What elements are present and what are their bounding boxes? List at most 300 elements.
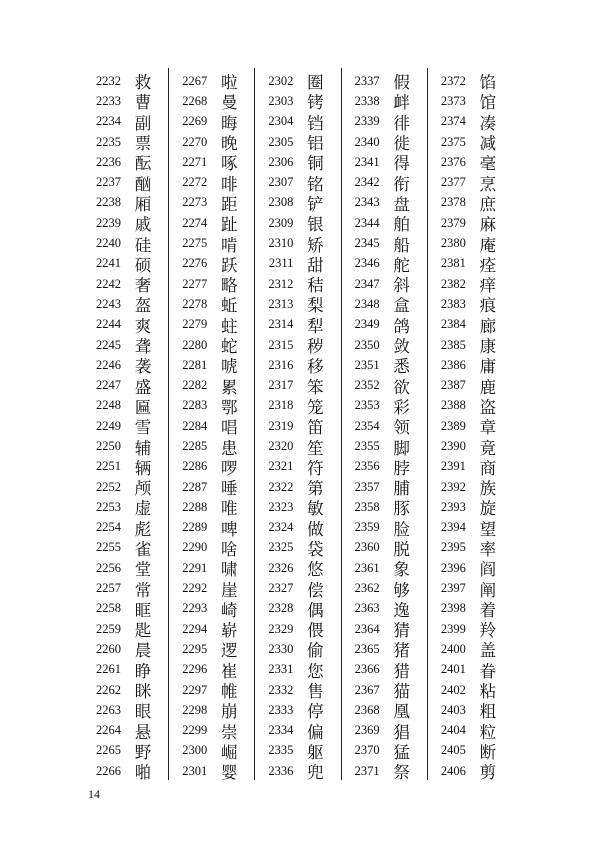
entry-character: 族 [479,479,497,499]
entry-number: 2374 [440,114,466,129]
entry-character: 得 [393,154,410,174]
table-row [255,558,340,578]
entry-number: 2338 [354,93,380,108]
entry-character: 庸 [479,357,497,377]
entry-number: 2324 [268,520,294,535]
entry-number: 2335 [268,743,294,758]
entry-number: 2314 [268,317,294,332]
table-row [255,213,340,233]
table-row [342,619,427,639]
entry-character: 蛇 [220,337,238,357]
table-column [83,68,169,783]
entry-character: 笙 [307,438,324,458]
entry-number: 2393 [440,499,466,514]
entry-character: 崖 [220,580,238,600]
table-row [428,91,513,111]
entry-number: 2334 [268,723,294,738]
entry-number: 2360 [354,540,380,555]
table-row [83,538,168,558]
table-row [255,71,340,91]
entry-number: 2235 [96,134,121,149]
table-row [255,335,340,355]
entry-number: 2232 [96,73,121,88]
table-row [342,741,427,761]
entry-number: 2294 [182,621,208,636]
entry-number: 2252 [96,479,121,494]
entry-number: 2300 [182,743,208,758]
entry-number: 2295 [182,641,208,656]
entry-character: 悉 [393,357,410,377]
table-row [169,578,254,598]
entry-number: 2351 [354,357,380,372]
table-row [169,477,254,497]
entry-number: 2286 [182,459,208,474]
entry-character: 着 [479,600,497,620]
entry-character: 躯 [307,742,324,762]
entry-number: 2249 [96,418,121,433]
entry-character: 婴 [220,763,238,783]
table-row [169,518,254,538]
entry-character: 脯 [393,479,410,499]
table-row [83,680,168,700]
entry-number: 2256 [96,560,121,575]
table-row [169,741,254,761]
entry-character: 旋 [479,499,497,519]
entry-character: 眶 [134,600,152,620]
entry-character: 斜 [393,276,410,296]
entry-number: 2313 [268,296,294,311]
table-row [255,436,340,456]
table-row [255,112,340,132]
table-row [342,132,427,152]
entry-number: 2361 [354,560,380,575]
table-row [255,700,340,720]
table-row [83,274,168,294]
entry-number: 2329 [268,621,294,636]
entry-character: 痒 [479,276,497,296]
entry-number: 2278 [182,296,208,311]
table-row [169,660,254,680]
table-row [83,172,168,192]
entry-character: 唯 [220,499,238,519]
entry-character: 悬 [134,722,152,742]
table-row [255,497,340,517]
entry-character: 曹 [134,93,152,113]
entry-character: 晦 [220,113,238,133]
entry-character: 银 [307,215,324,235]
table-row [428,254,513,274]
entry-number: 2392 [440,479,466,494]
entry-character: 馅 [479,73,497,93]
entry-character: 徙 [393,134,410,154]
entry-character: 铐 [307,93,324,113]
entry-character: 崎 [220,600,238,620]
entry-character: 厢 [134,194,152,214]
entry-character: 甜 [307,255,324,275]
entry-character: 逻 [220,641,238,661]
entry-character: 脚 [393,438,410,458]
entry-character: 崩 [220,702,238,722]
table-row [428,172,513,192]
entry-character: 蛀 [220,316,238,336]
entry-character: 啃 [220,235,238,255]
table-row [255,233,340,253]
entry-character: 犁 [307,316,324,336]
entry-character: 廊 [479,316,497,336]
entry-character: 痕 [479,296,497,316]
entry-number: 2248 [96,398,121,413]
table-row [342,193,427,213]
entry-number: 2362 [354,581,380,596]
table-row [342,558,427,578]
table-row [83,71,168,91]
page-number: 14 [88,787,100,801]
entry-number: 2388 [440,398,466,413]
entry-character: 偎 [307,621,324,641]
entry-number: 2348 [354,296,380,311]
table-row [169,355,254,375]
entry-character: 啰 [220,458,238,478]
entry-number: 2297 [182,682,208,697]
entry-number: 2311 [268,256,294,271]
entry-number: 2269 [182,114,208,129]
table-row [83,497,168,517]
entry-number: 2287 [182,479,208,494]
entry-character: 爽 [134,316,152,336]
table-row [83,315,168,335]
entry-character: 笛 [307,418,324,438]
table-row [255,315,340,335]
entry-number: 2400 [440,641,466,656]
entry-character: 唱 [220,418,238,438]
table-row [83,152,168,172]
entry-number: 2276 [182,256,208,271]
table-row [342,436,427,456]
table-row [255,538,340,558]
entry-character: 鄂 [220,397,238,417]
entry-number: 2237 [96,175,121,190]
entry-character: 馆 [479,93,497,113]
table-row [83,700,168,720]
table-row [169,538,254,558]
table-row [255,518,340,538]
entry-number: 2369 [354,723,380,738]
table-row [428,274,513,294]
entry-number: 2245 [96,337,121,352]
table-row [83,213,168,233]
entry-number: 2403 [440,702,466,717]
entry-number: 2282 [182,378,208,393]
entry-character: 鹿 [479,377,497,397]
table-row [342,578,427,598]
entry-number: 2253 [96,499,121,514]
entry-character: 秽 [307,337,324,357]
table-row [83,639,168,659]
table-row [342,457,427,477]
entry-number: 2365 [354,641,380,656]
entry-number: 2234 [96,114,121,129]
entry-number: 2305 [268,134,294,149]
table-row [83,233,168,253]
entry-number: 2376 [440,154,466,169]
table-row [342,700,427,720]
table-row [428,518,513,538]
table-row [428,558,513,578]
entry-character: 盔 [134,296,152,316]
entry-number: 2364 [354,621,380,636]
table-row [342,680,427,700]
table-row [428,619,513,639]
table-row [169,152,254,172]
table-row [169,91,254,111]
entry-character: 率 [479,539,497,559]
table-row [83,355,168,375]
table-row [342,152,427,172]
entry-character: 虚 [134,499,152,519]
table-row [83,477,168,497]
entry-character: 野 [134,742,152,762]
entry-character: 商 [479,458,497,478]
table-row [342,639,427,659]
entry-number: 2327 [268,581,294,596]
entry-number: 2394 [440,520,466,535]
entry-number: 2371 [354,763,380,778]
entry-character: 笼 [307,397,324,417]
table-row [169,274,254,294]
entry-number: 2382 [440,276,466,291]
entry-character: 烹 [479,174,497,194]
entry-number: 2306 [268,154,294,169]
entry-character: 庶 [479,194,497,214]
table-row [83,578,168,598]
entry-character: 粒 [479,722,497,742]
entry-character: 酝 [134,154,152,174]
entry-number: 2247 [96,378,121,393]
entry-character: 啡 [220,174,238,194]
entry-character: 徘 [393,113,410,133]
entry-character: 聋 [134,337,152,357]
entry-character: 匾 [134,397,152,417]
entry-number: 2325 [268,540,294,555]
entry-character: 眼 [134,702,152,722]
entry-character: 盘 [393,194,410,214]
entry-character: 猎 [393,661,410,681]
table-row [342,355,427,375]
table-row [428,71,513,91]
entry-character: 祭 [393,763,410,783]
table-row [169,497,254,517]
entry-character: 铲 [307,194,324,214]
table-row [169,457,254,477]
table-row [83,193,168,213]
entry-number: 2251 [96,459,121,474]
entry-number: 2379 [440,215,466,230]
table-row [83,436,168,456]
table-row [342,335,427,355]
entry-number: 2293 [182,601,208,616]
entry-number: 2302 [268,73,294,88]
table-row [255,375,340,395]
entry-number: 2266 [96,763,121,778]
table-row [169,172,254,192]
entry-character: 猛 [393,742,410,762]
table-row [428,112,513,132]
table-row [169,71,254,91]
entry-number: 2352 [354,378,380,393]
entry-character: 晚 [220,134,238,154]
table-row [342,91,427,111]
table-row [83,721,168,741]
table-row [169,375,254,395]
entry-number: 2367 [354,682,380,697]
entry-character: 铝 [307,134,324,154]
table-row [342,396,427,416]
table-row [342,233,427,253]
entry-number: 2238 [96,195,121,210]
entry-number: 2316 [268,357,294,372]
table-row [169,396,254,416]
entry-character: 阐 [479,580,497,600]
entry-number: 2279 [182,317,208,332]
table-row [255,660,340,680]
table-row [255,416,340,436]
entry-number: 2283 [182,398,208,413]
entry-character: 眷 [479,661,497,681]
entry-character: 移 [307,357,324,377]
table-row [255,639,340,659]
table-row [342,660,427,680]
entry-number: 2250 [96,438,121,453]
entry-character: 辆 [134,458,152,478]
entry-character: 脱 [393,539,410,559]
entry-number: 2270 [182,134,208,149]
table-row [428,436,513,456]
entry-number: 2399 [440,621,466,636]
entry-number: 2401 [440,662,466,677]
character-table [83,68,513,783]
table-row [428,152,513,172]
entry-character: 符 [307,458,324,478]
entry-number: 2368 [354,702,380,717]
entry-number: 2332 [268,682,294,697]
table-row [428,578,513,598]
entry-character: 堂 [134,560,152,580]
entry-character: 累 [220,377,238,397]
entry-character: 羚 [479,621,497,641]
entry-number: 2375 [440,134,466,149]
entry-number: 2246 [96,357,121,372]
entry-character: 奢 [134,276,152,296]
entry-number: 2255 [96,540,121,555]
table-row [255,721,340,741]
table-row [342,497,427,517]
entry-number: 2277 [182,276,208,291]
entry-character: 啤 [220,519,238,539]
entry-number: 2320 [268,438,294,453]
entry-number: 2356 [354,459,380,474]
table-row [83,558,168,578]
table-row [169,193,254,213]
table-row [83,599,168,619]
entry-character: 睁 [134,661,152,681]
entry-number: 2336 [268,763,294,778]
entry-number: 2258 [96,601,121,616]
table-column [342,68,428,783]
table-row [255,578,340,598]
entry-character: 盖 [479,641,497,661]
entry-character: 舶 [393,215,410,235]
entry-character: 崛 [220,742,238,762]
entry-character: 假 [393,73,410,93]
table-row [428,761,513,781]
entry-number: 2385 [440,337,466,352]
entry-number: 2378 [440,195,466,210]
entry-character: 票 [134,134,152,154]
entry-number: 2271 [182,154,208,169]
entry-character: 逸 [393,600,410,620]
entry-number: 2318 [268,398,294,413]
entry-character: 偶 [307,600,324,620]
entry-number: 2358 [354,499,380,514]
entry-character: 唾 [220,479,238,499]
table-row [255,274,340,294]
entry-character: 猪 [393,641,410,661]
entry-number: 2337 [354,73,380,88]
entry-character: 偷 [307,641,324,661]
entry-number: 2383 [440,296,466,311]
table-row [428,639,513,659]
entry-number: 2254 [96,520,121,535]
entry-number: 2289 [182,520,208,535]
entry-character: 崔 [220,661,238,681]
entry-character: 晨 [134,641,152,661]
entry-character: 偿 [307,580,324,600]
entry-number: 2308 [268,195,294,210]
table-row [169,315,254,335]
entry-character: 蚯 [220,296,238,316]
table-row [255,172,340,192]
table-row [428,132,513,152]
entry-number: 2284 [182,418,208,433]
entry-character: 铛 [307,113,324,133]
entry-character: 领 [393,418,410,438]
table-row [342,599,427,619]
entry-character: 凰 [393,702,410,722]
entry-character: 售 [307,682,324,702]
entry-character: 猖 [393,722,410,742]
table-row [428,700,513,720]
entry-number: 2315 [268,337,294,352]
entry-character: 硕 [134,255,152,275]
entry-number: 2406 [440,763,466,778]
table-row [342,761,427,781]
entry-character: 悠 [307,560,324,580]
entry-character: 象 [393,560,410,580]
table-row [83,294,168,314]
entry-number: 2373 [440,93,466,108]
entry-character: 袋 [307,539,324,559]
entry-number: 2350 [354,337,380,352]
entry-number: 2291 [182,560,208,575]
table-row [428,294,513,314]
entry-character: 欲 [393,377,410,397]
entry-character: 粘 [479,682,497,702]
entry-number: 2317 [268,378,294,393]
entry-character: 矫 [307,235,324,255]
entry-character: 雀 [134,539,152,559]
entry-number: 2274 [182,215,208,230]
entry-number: 2312 [268,276,294,291]
